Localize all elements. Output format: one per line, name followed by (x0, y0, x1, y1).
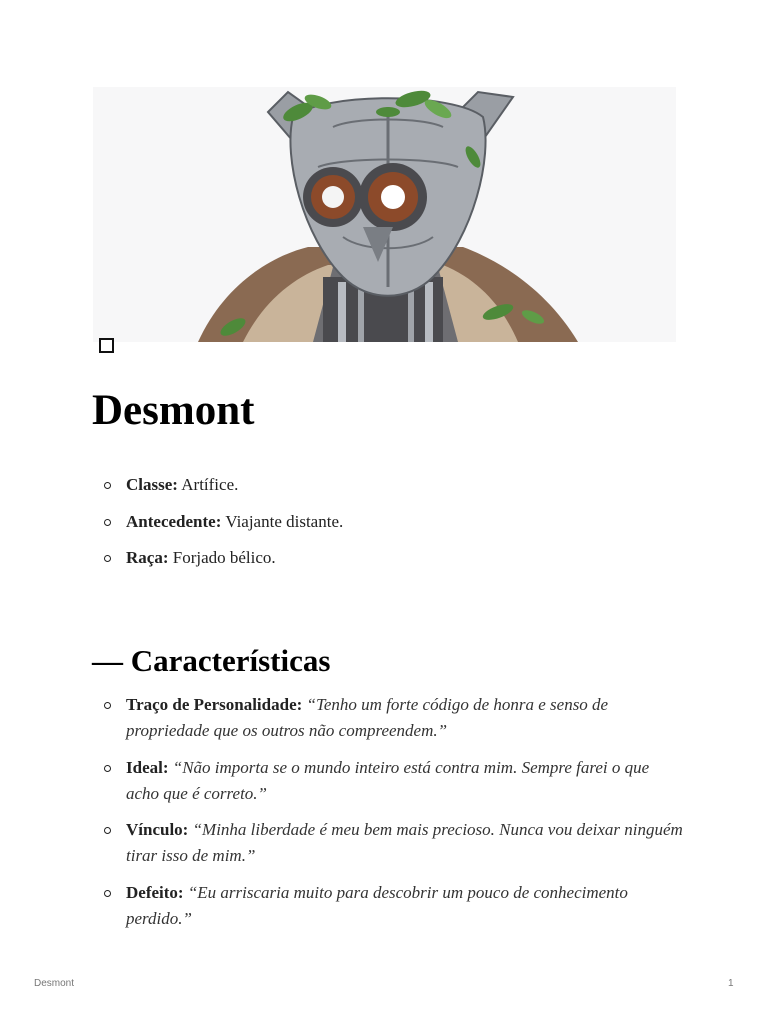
character-portrait (93, 87, 676, 342)
bullet-icon (104, 482, 111, 489)
page-title: Desmont (92, 387, 255, 434)
item-label: Antecedente: (126, 511, 222, 531)
item-label: Defeito: (126, 882, 184, 902)
item-label: Vínculo: (126, 820, 189, 839)
list-item (104, 880, 684, 932)
item-value: “Eu arriscaria muito para descobrir um pouco de conhecimento perdido.” (126, 882, 628, 928)
item-label: Ideal: (126, 757, 169, 777)
traits-list (104, 692, 684, 942)
page-number: 1 (728, 978, 734, 989)
item-value: Artífice. (181, 475, 239, 494)
checkbox[interactable] (99, 338, 114, 353)
bullet-icon (104, 827, 111, 834)
item-label: Raça: (126, 548, 169, 567)
bullet-icon (104, 702, 111, 709)
info-list (104, 472, 684, 582)
list-item (104, 472, 684, 498)
item-value: “Não importa se o mundo inteiro está contra mim. Sempre farei o que acho que é correto.” (126, 757, 650, 803)
item-value: “Tenho um forte código de honra e senso de propriedade que os outros não compreendem.” (126, 695, 609, 740)
list-item (104, 755, 684, 807)
bullet-icon (104, 555, 111, 562)
section-heading: — Características (92, 643, 331, 678)
list-item (104, 509, 684, 535)
list-item (104, 692, 684, 744)
bullet-icon (104, 765, 111, 772)
bullet-icon (104, 890, 111, 897)
item-value: Viajante distante. (225, 511, 344, 531)
item-value: “Minha liberdade é meu bem mais precioso. Nunca vou deixar ninguém tirar isso de mim.” (126, 820, 683, 865)
list-item (104, 817, 684, 869)
footer-title: Desmont (34, 978, 75, 989)
item-label: Traço de Personalidade: (126, 695, 303, 714)
item-value: Forjado bélico. (172, 548, 276, 567)
list-item (104, 545, 684, 571)
item-label: Classe: (126, 475, 178, 494)
bullet-icon (104, 519, 111, 526)
